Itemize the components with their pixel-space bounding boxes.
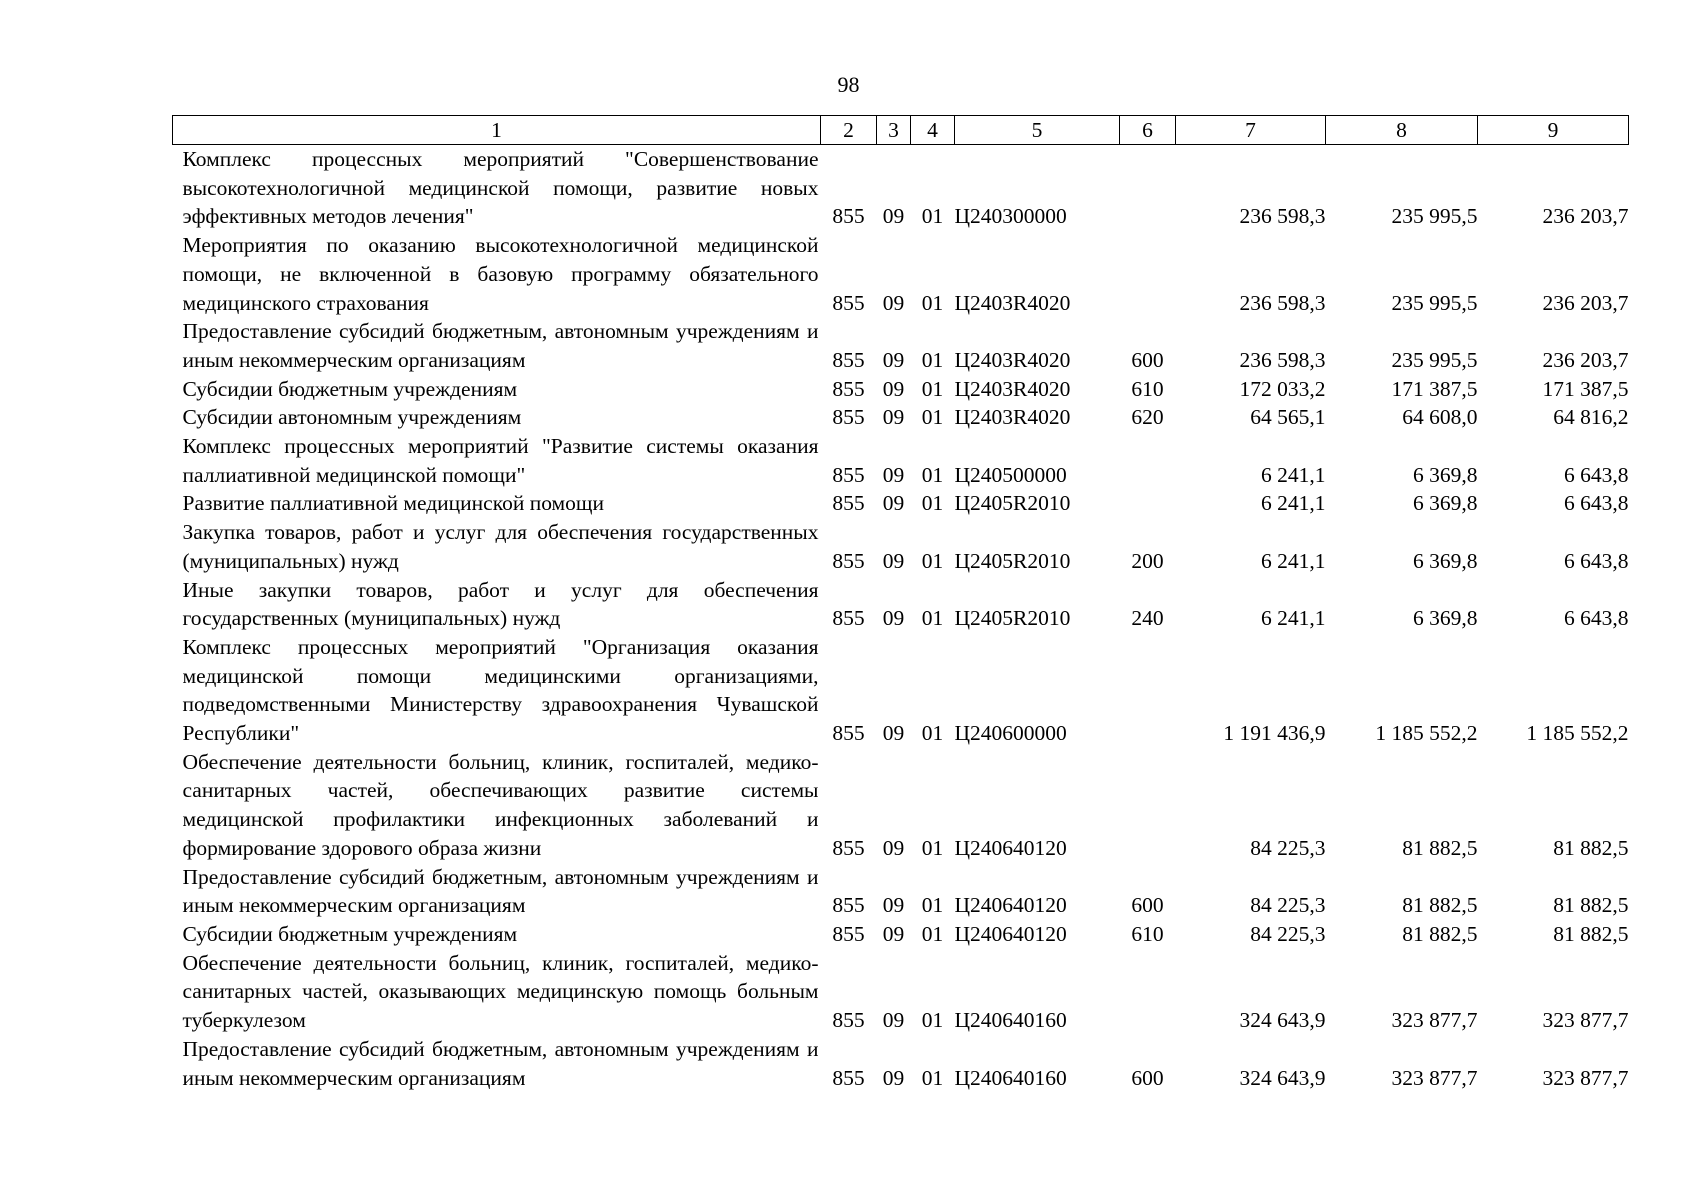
section-code: 855: [832, 462, 865, 487]
expense-type-code: 610: [1131, 376, 1164, 401]
section-code: 855: [832, 290, 865, 315]
amount-year-3: 236 203,7: [1542, 290, 1629, 315]
row-name: Мероприятия по оказанию высокотехнологичной медицинской помощи, не включенной в базовую программу обязательного медицинского страхования: [182, 233, 819, 315]
column-header-6: 6: [1120, 116, 1176, 145]
subsection-code: 09: [882, 462, 905, 487]
amount-year-1: 324 643,9: [1239, 1065, 1326, 1090]
row-name: Иные закупки товаров, работ и услуг для обеспечения государственных (муниципальных) нужд: [182, 577, 819, 631]
row-name: Субсидии автономным учреждениям: [182, 405, 522, 430]
row-name: Комплекс процессных мероприятий "Совершенствование высокотехнологичной медицинской помощи, развитие новых эффективных методов лечения": [182, 147, 819, 229]
amount-year-2: 81 882,5: [1402, 835, 1478, 860]
amount-year-2: 6 369,8: [1413, 491, 1478, 516]
page-number: 98: [837, 72, 860, 97]
table-row: [173, 1035, 1629, 1092]
amount-year-3: 1 185 552,2: [1526, 721, 1629, 746]
amount-year-3: 6 643,8: [1564, 548, 1629, 573]
column-header-4: 4: [911, 116, 955, 145]
table-row: [173, 432, 1629, 489]
row-name: Развитие паллиативной медицинской помощи: [182, 491, 604, 516]
subsection-code: 09: [882, 376, 905, 401]
amount-year-2: 235 995,5: [1391, 347, 1478, 372]
subsection-code-2: 01: [921, 548, 944, 573]
subsection-code: 09: [882, 721, 905, 746]
expense-type-code: 610: [1131, 921, 1164, 946]
subsection-code-2: 01: [921, 1008, 944, 1033]
subsection-code-2: 01: [921, 204, 944, 229]
section-code: 855: [832, 606, 865, 631]
subsection-code-2: 01: [921, 462, 944, 487]
amount-year-2: 6 369,8: [1413, 548, 1478, 573]
table-row: [173, 863, 1629, 920]
amount-year-1: 64 565,1: [1250, 405, 1326, 430]
target-code: Ц2405R2010: [954, 491, 1071, 516]
table-row: [173, 949, 1629, 1035]
section-code: 855: [832, 548, 865, 573]
row-name: Предоставление субсидий бюджетным, автономным учреждениям и иным некоммерческим организациям: [182, 1036, 819, 1090]
expense-type-code: [1120, 949, 1176, 1035]
target-code: Ц2403R4020: [954, 347, 1071, 372]
budget-table: [172, 115, 1629, 1092]
column-header-7: 7: [1176, 116, 1326, 145]
amount-year-1: 84 225,3: [1250, 921, 1326, 946]
amount-year-1: 236 598,3: [1239, 290, 1326, 315]
table-row: [173, 748, 1629, 863]
target-code: Ц240640120: [954, 835, 1067, 860]
amount-year-3: 81 882,5: [1553, 921, 1629, 946]
subsection-code: 09: [882, 491, 905, 516]
amount-year-3: 323 877,7: [1542, 1065, 1629, 1090]
target-code: Ц2403R4020: [954, 405, 1071, 430]
subsection-code: 09: [882, 204, 905, 229]
expense-type-code: 600: [1131, 1065, 1164, 1090]
amount-year-1: 6 241,1: [1261, 548, 1326, 573]
column-header-1: 1: [173, 116, 821, 145]
column-header-5: 5: [955, 116, 1120, 145]
amount-year-1: 172 033,2: [1239, 376, 1326, 401]
section-code: 855: [832, 721, 865, 746]
column-header-2: 2: [821, 116, 877, 145]
amount-year-3: 6 643,8: [1564, 462, 1629, 487]
row-name: Комплекс процессных мероприятий "Организация оказания медицинской помощи медицинскими организациями, подведомственными Министерству здравоохранения Чувашской Республики": [182, 634, 819, 746]
amount-year-1: 84 225,3: [1250, 893, 1326, 918]
section-code: 855: [832, 204, 865, 229]
amount-year-2: 81 882,5: [1402, 921, 1478, 946]
row-name: Предоставление субсидий бюджетным, автономным учреждениям и иным некоммерческим организациям: [182, 319, 819, 372]
amount-year-3: 236 203,7: [1542, 204, 1629, 229]
amount-year-1: 6 241,1: [1261, 606, 1326, 631]
target-code: Ц2403R4020: [954, 376, 1071, 401]
amount-year-2: 6 369,8: [1413, 606, 1478, 631]
expense-type-code: 200: [1131, 548, 1164, 573]
amount-year-3: 236 203,7: [1542, 347, 1629, 372]
subsection-code: 09: [882, 405, 905, 430]
amount-year-3: 171 387,5: [1542, 376, 1629, 401]
target-code: Ц240500000: [954, 462, 1067, 487]
target-code: Ц2405R2010: [954, 606, 1071, 631]
subsection-code-2: 01: [921, 405, 944, 430]
subsection-code: 09: [882, 347, 905, 372]
amount-year-3: 64 816,2: [1553, 405, 1629, 430]
subsection-code-2: 01: [921, 921, 944, 946]
column-header-9: 9: [1478, 116, 1629, 145]
expense-type-code: [1120, 432, 1176, 489]
target-code: Ц240300000: [954, 204, 1067, 229]
amount-year-2: 6 369,8: [1413, 462, 1478, 487]
subsection-code-2: 01: [921, 721, 944, 746]
expense-type-code: [1120, 748, 1176, 863]
row-name: Субсидии бюджетным учреждениям: [182, 921, 518, 946]
amount-year-2: 323 877,7: [1391, 1008, 1478, 1033]
table-row: [173, 145, 1629, 232]
amount-year-1: 6 241,1: [1261, 491, 1326, 516]
expense-type-code: [1120, 489, 1176, 518]
table-row: [173, 633, 1629, 748]
expense-type-code: 600: [1131, 347, 1164, 372]
amount-year-1: 1 191 436,9: [1223, 721, 1326, 746]
section-code: 855: [832, 893, 865, 918]
section-code: 855: [832, 835, 865, 860]
subsection-code-2: 01: [921, 347, 944, 372]
table-row: [173, 920, 1629, 949]
subsection-code-2: 01: [921, 893, 944, 918]
amount-year-1: 236 598,3: [1239, 204, 1326, 229]
subsection-code-2: 01: [921, 1065, 944, 1090]
subsection-code: 09: [882, 290, 905, 315]
target-code: Ц240640160: [954, 1008, 1067, 1033]
table-row: [173, 576, 1629, 633]
amount-year-1: 6 241,1: [1261, 462, 1326, 487]
row-name: Закупка товаров, работ и услуг для обеспечения государственных (муниципальных) нужд: [182, 520, 819, 573]
subsection-code-2: 01: [921, 290, 944, 315]
subsection-code-2: 01: [921, 376, 944, 401]
amount-year-1: 84 225,3: [1250, 835, 1326, 860]
table-row: [173, 518, 1629, 575]
table-row: [173, 375, 1629, 404]
subsection-code: 09: [882, 606, 905, 631]
subsection-code: 09: [882, 835, 905, 860]
table-header-row: [173, 116, 1629, 145]
expense-type-code: 600: [1131, 893, 1164, 918]
subsection-code-2: 01: [921, 491, 944, 516]
amount-year-1: 324 643,9: [1239, 1008, 1326, 1033]
amount-year-2: 235 995,5: [1391, 290, 1478, 315]
amount-year-3: 6 643,8: [1564, 606, 1629, 631]
amount-year-3: 81 882,5: [1553, 835, 1629, 860]
expense-type-code: [1120, 633, 1176, 748]
subsection-code: 09: [882, 548, 905, 573]
target-code: Ц240640160: [954, 1065, 1067, 1090]
amount-year-2: 171 387,5: [1391, 376, 1478, 401]
amount-year-3: 81 882,5: [1553, 893, 1629, 918]
row-name: Комплекс процессных мероприятий "Развитие системы оказания паллиативной медицинской помощи": [182, 434, 819, 487]
subsection-code: 09: [882, 1065, 905, 1090]
expense-type-code: 620: [1131, 405, 1164, 430]
column-header-8: 8: [1326, 116, 1478, 145]
amount-year-2: 64 608,0: [1402, 405, 1478, 430]
subsection-code: 09: [882, 1008, 905, 1033]
section-code: 855: [832, 921, 865, 946]
section-code: 855: [832, 491, 865, 516]
amount-year-2: 323 877,7: [1391, 1065, 1478, 1090]
amount-year-3: 6 643,8: [1564, 491, 1629, 516]
subsection-code: 09: [882, 921, 905, 946]
target-code: Ц240640120: [954, 893, 1067, 918]
table-body: [173, 145, 1629, 1093]
expense-type-code: 240: [1131, 606, 1164, 631]
section-code: 855: [832, 376, 865, 401]
target-code: Ц240640120: [954, 921, 1067, 946]
amount-year-2: 81 882,5: [1402, 893, 1478, 918]
row-name: Предоставление субсидий бюджетным, автономным учреждениям и иным некоммерческим организациям: [182, 864, 819, 918]
amount-year-2: 1 185 552,2: [1375, 721, 1478, 746]
target-code: Ц2403R4020: [954, 290, 1071, 315]
expense-type-code: [1120, 231, 1176, 317]
row-name: Обеспечение деятельности больниц, клиник, госпиталей, медико-санитарных частей, оказывающих медицинскую помощь больным туберкулезом: [182, 950, 819, 1033]
table-row: [173, 403, 1629, 432]
column-header-3: 3: [877, 116, 911, 145]
row-name: Обеспечение деятельности больниц, клиник, госпиталей, медико-санитарных частей, обеспечивающих развитие системы медицинской профилактики инфекционных заболеваний и формирование здорового образа жизни: [182, 749, 819, 860]
amount-year-3: 323 877,7: [1542, 1008, 1629, 1033]
amount-year-2: 235 995,5: [1391, 204, 1478, 229]
row-name: Субсидии бюджетным учреждениям: [182, 376, 518, 401]
target-code: Ц240600000: [954, 721, 1067, 746]
table-row: [173, 231, 1629, 317]
subsection-code: 09: [882, 893, 905, 918]
section-code: 855: [832, 405, 865, 430]
expense-type-code: [1120, 145, 1176, 232]
section-code: 855: [832, 347, 865, 372]
table-row: [173, 489, 1629, 518]
table-row: [173, 317, 1629, 374]
section-code: 855: [832, 1065, 865, 1090]
subsection-code-2: 01: [921, 606, 944, 631]
target-code: Ц2405R2010: [954, 548, 1071, 573]
amount-year-1: 236 598,3: [1239, 347, 1326, 372]
section-code: 855: [832, 1008, 865, 1033]
subsection-code-2: 01: [921, 835, 944, 860]
